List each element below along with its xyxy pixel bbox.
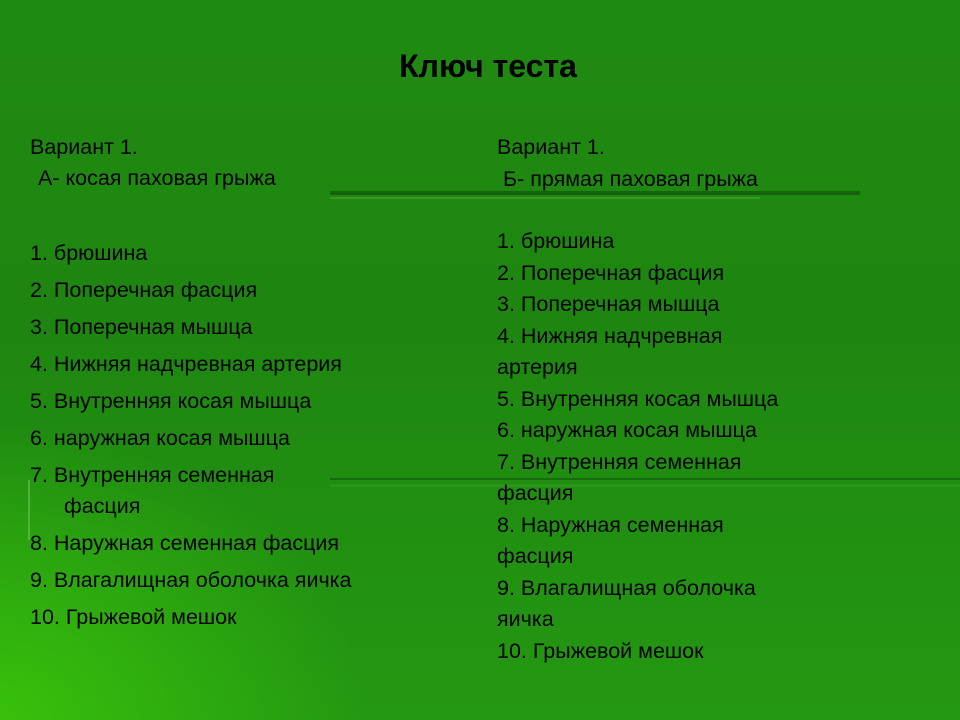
- right-column: [497, 132, 897, 667]
- list-item-continuation: яичка: [497, 607, 554, 631]
- list-item-continuation: фасция: [64, 494, 141, 518]
- right-subtitle: Б- прямая паховая грыжа: [503, 166, 759, 191]
- list-item: 10. Грыжевой мешок: [497, 638, 704, 663]
- list-item: 7. Внутренняя семенная: [497, 449, 742, 474]
- right-variant: Вариант 1.: [497, 135, 605, 159]
- list-item: 9. Влагалищная оболочка яичка: [30, 568, 352, 592]
- list-item-continuation: артерия: [497, 355, 578, 379]
- list-item: 5. Внутренняя косая мышца: [497, 386, 779, 411]
- list-item: 5. Внутренняя косая мышца: [30, 389, 312, 413]
- list-item: 2. Поперечная фасция: [30, 278, 258, 302]
- list-item: 1. брюшина: [30, 241, 148, 265]
- list-item: 7. Внутренняя семенная: [30, 463, 275, 487]
- list-item: 8. Наружная семенная фасция: [30, 531, 340, 555]
- list-item: 9. Влагалищная оболочка: [497, 575, 756, 600]
- list-item: 4. Нижняя надчревная артерия: [30, 352, 342, 376]
- list-item: 4. Нижняя надчревная: [497, 323, 723, 348]
- slide-title: Ключ теста: [399, 48, 577, 84]
- list-item: 2. Поперечная фасция: [497, 260, 725, 285]
- list-item: 10. Грыжевой мешок: [30, 605, 237, 629]
- list-item-continuation: фасция: [497, 481, 574, 505]
- list-item: 6. наружная косая мышца: [30, 426, 290, 450]
- list-item: 1. брюшина: [497, 229, 615, 253]
- list-item: 8. Наружная семенная: [497, 512, 724, 537]
- left-column: [30, 132, 470, 639]
- list-item-continuation: фасция: [497, 544, 574, 568]
- list-item: 3. Поперечная мышца: [497, 292, 720, 316]
- left-variant: Вариант 1.: [30, 135, 138, 159]
- list-item: 3. Поперечная мышца: [30, 315, 253, 339]
- list-item: 6. наружная косая мышца: [497, 418, 757, 442]
- left-subtitle: А- косая паховая грыжа: [38, 166, 276, 190]
